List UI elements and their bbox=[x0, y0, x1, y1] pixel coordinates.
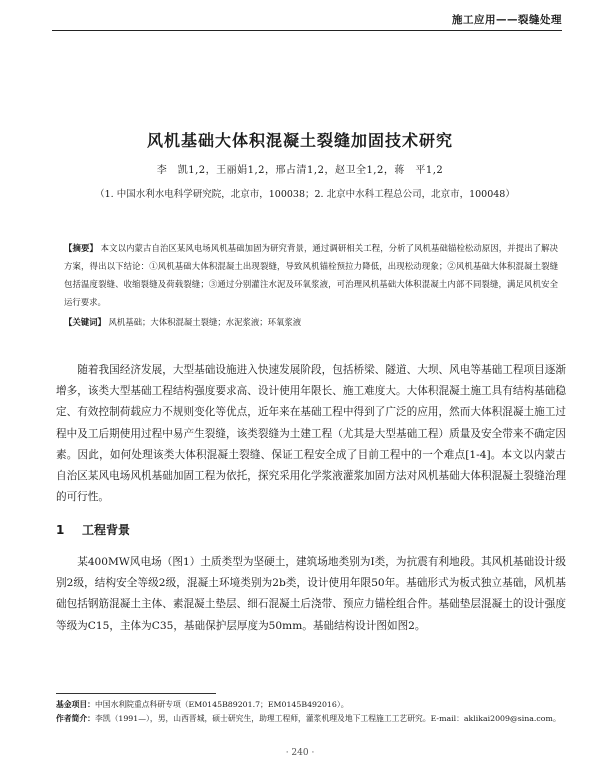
author-bio-label: 作者简介： bbox=[56, 714, 95, 723]
header-rule bbox=[52, 30, 562, 31]
footnotes bbox=[56, 698, 566, 726]
paper-title: 风机基础大体积混凝土裂缝加固技术研究 bbox=[146, 131, 453, 150]
affiliations: （1. 中国水利水电科学研究院，北京市，100038；2. 北京中水科工程总公司，北京市，100048） bbox=[95, 189, 515, 200]
keywords-text: 风机基础；大体积混凝土裂缝；水泥浆液；环氧浆液 bbox=[108, 317, 302, 327]
section-title: 工程背景 bbox=[82, 523, 131, 537]
section-heading bbox=[56, 521, 130, 538]
abstract bbox=[64, 239, 558, 311]
section-paragraph: 某400MW风电场（图1）土质类型为坚硬土，建筑场地类别为Ⅰ类，为抗震有利地段。其风机基础设计级别2级，结构安全等级2级，混凝土环境类别为2b类，设计使用年限50年。基础形式为板式独立基础，风机基础包括钢筋混凝土主体、素混凝土垫层、细石混凝土后浇带、预应力锚栓组合件。基础垫层混凝土的设计强度等级为C15，主体为C35，基础保护层厚度为50mm。基础结构设计图如图2。 bbox=[56, 556, 566, 632]
author-bio-text: 李凯（1991—），男，山西晋城，硕士研究生，助理工程师，灌浆机理及地下工程施工工艺研究。E-mail：aklikai2009@sina.com。 bbox=[94, 714, 561, 723]
intro-paragraph: 随着我国经济发展，大型基础设施进入快速发展阶段，包括桥梁、隧道、大坝、风电等基础工程项目逐渐增多，该类大型基础工程结构强度要求高、设计使用年限长、施工难度大。大体积混凝土施工具有结构基础稳定、有效控制荷载应力不规则变化等优点，近年来在基础工程中得到了广泛的应用，然而大体积混凝土施工过程中及工后期使用过程中易产生裂缝，该类裂缝为土建工程（尤其是大型基础工程）质量及安全带来不确定因素。因此，如何处理该类大体积混凝土裂缝、保证工程安全成了目前工程中的一个难点[1-4]。本文以内蒙古自治区某风电场风机基础加固工程为依托，探究采用化学浆液灌浆加固方法对风机基础大体积混凝土裂缝治理的可行性。 bbox=[56, 364, 566, 504]
abstract-text: 本文以内蒙古自治区某风电场风机基础加固为研究背景，通过调研相关工程，分析了风机基础锚栓松动原因，并提出了解决方案，得出以下结论：①风机基础大体积混凝土出现裂缝，导致风机锚栓预拉力降低，出现松动现象；②风机基础大体积混凝土裂缝包括温度裂缝、收缩裂缝及荷载裂缝；③通过分别灌注水泥及环氧浆液，可治理风机基础大体积混凝土内部不同裂缝，满足风机安全运行要求。 bbox=[64, 243, 558, 307]
keywords-label: 【关键词】 bbox=[64, 317, 106, 327]
author-footnote bbox=[56, 712, 566, 726]
abstract-label: 【摘要】 bbox=[64, 243, 98, 253]
running-header: 施工应用——裂缝处理 bbox=[452, 14, 562, 26]
fund-footnote bbox=[56, 698, 566, 712]
fund-label: 基金项目： bbox=[56, 700, 95, 709]
section-number: 1 bbox=[56, 523, 65, 537]
footnote-rule bbox=[56, 693, 216, 694]
page-number: · 240 · bbox=[285, 748, 315, 758]
fund-text: 中国水利院重点科研专项（EM0145B89201.7；EM0145B492016）。 bbox=[94, 700, 349, 709]
keywords bbox=[64, 314, 558, 330]
author-list: 李 凯1,2，王丽娟1,2，邢占清1,2，赵卫全1,2，蒋 平1,2 bbox=[156, 165, 444, 176]
